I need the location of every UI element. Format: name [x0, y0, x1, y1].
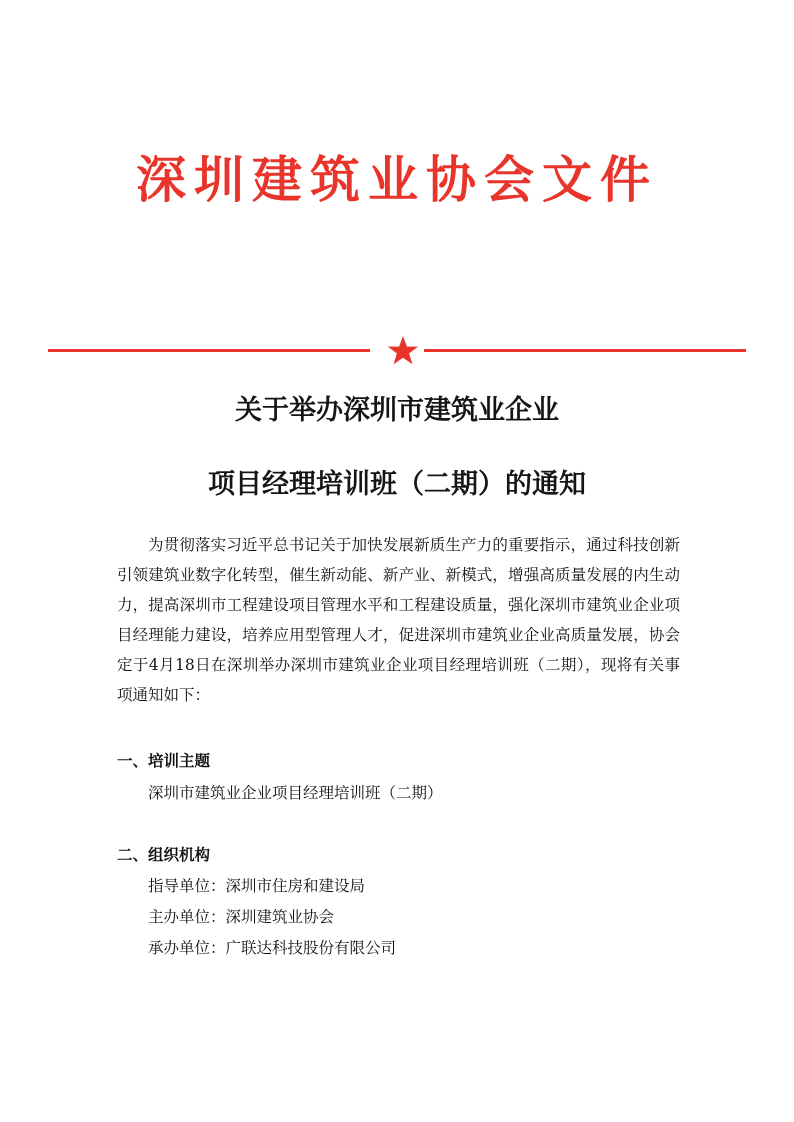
letterhead-title: 深圳建筑业协会文件 — [136, 150, 658, 209]
section-line-guidance-unit: 指导单位：深圳市住房和建设局 — [148, 877, 366, 895]
section-line-organizer-unit: 承办单位：广联达科技股份有限公司 — [148, 939, 397, 957]
notice-title-line-2: 项目经理培训班（二期）的通知 — [208, 469, 586, 500]
section-heading-organization: 二、组织机构 — [117, 845, 211, 864]
divider-rule-left — [48, 349, 370, 352]
intro-paragraph: 为贯彻落实习近平总书记关于加快发展新质生产力的重要指示，通过科技创新引领建筑业数字化转型，催生新动能、新产业、新模式，增强高质量发展的内生动力，提高深圳市工程建设项目管理水平和工程建设质量，强化深圳市建筑业企业项目经理能力建设，培养应用型管理人才，促进深圳市建筑业企业高质量发展，协会定于4月18日在深圳举办深圳市建筑业企业项目经理培训班（二期），现将有关事项通知如下： — [117, 536, 680, 704]
section-line-host-unit: 主办单位：深圳建筑业协会 — [148, 908, 335, 926]
star-icon — [386, 334, 420, 368]
letterhead-divider — [48, 340, 746, 362]
section-line-topic: 深圳市建筑业企业项目经理培训班（二期） — [148, 784, 443, 802]
divider-rule-right — [424, 349, 746, 352]
notice-title-line-1: 关于举办深圳市建筑业企业 — [235, 395, 559, 426]
section-heading-topic: 一、培训主题 — [117, 751, 211, 770]
